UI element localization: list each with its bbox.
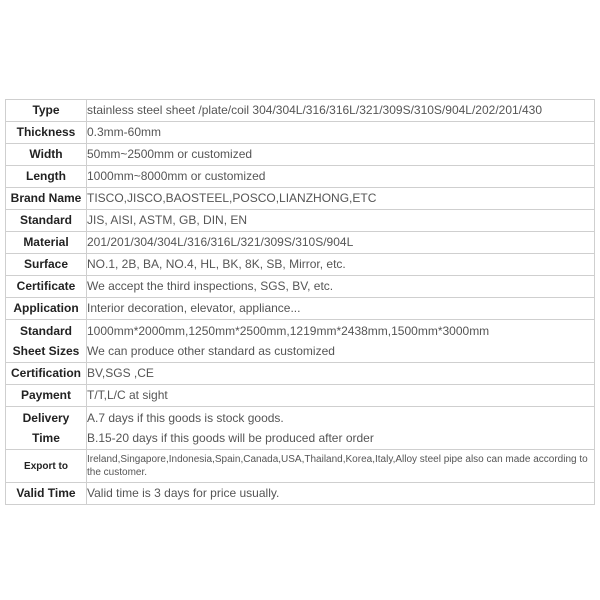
row-key-line: Sheet Sizes <box>12 343 80 358</box>
row-value-line: 1000mm*2000mm,1250mm*2500mm,1219mm*2438mm,1500mm*3000mm <box>87 323 490 338</box>
row-key: Export to <box>6 450 87 483</box>
row-value: 0.3mm-60mm <box>87 122 595 144</box>
row-value: 201/201/304/304L/316/316L/321/309S/310S/904L <box>87 232 595 254</box>
table-row-material <box>6 232 595 254</box>
row-value: Ireland,Singapore,Indonesia,Spain,Canada,USA,Thailand,Korea,Italy,Alloy steel pipe also can made according to the customer. <box>87 450 595 483</box>
row-key: Application <box>6 298 87 320</box>
row-value: 50mm~2500mm or customized <box>87 144 595 166</box>
table-row-brand-name <box>6 188 595 210</box>
row-value <box>87 407 595 450</box>
table-row-certificate <box>6 276 595 298</box>
row-key: Type <box>6 100 87 122</box>
table-row-surface <box>6 254 595 276</box>
row-value: stainless steel sheet /plate/coil 304/304L/316/316L/321/309S/310S/904L/202/201/430 <box>87 100 595 122</box>
row-key: Certificate <box>6 276 87 298</box>
row-key-line: Delivery <box>22 410 70 425</box>
row-key: Standard <box>6 210 87 232</box>
row-key: Payment <box>6 385 87 407</box>
spec-table <box>5 99 595 505</box>
row-value: Interior decoration, elevator, appliance... <box>87 298 595 320</box>
table-row-payment <box>6 385 595 407</box>
row-key: Valid Time <box>6 483 87 505</box>
row-value <box>87 320 595 363</box>
row-value-line: B.15-20 days if this goods will be produced after order <box>87 430 374 445</box>
row-value: We accept the third inspections, SGS, BV, etc. <box>87 276 595 298</box>
table-row-standard <box>6 210 595 232</box>
row-key: Surface <box>6 254 87 276</box>
table-row-length <box>6 166 595 188</box>
table-row-thickness <box>6 122 595 144</box>
row-value-line: A.7 days if this goods is stock goods. <box>87 410 284 425</box>
row-key <box>6 407 87 450</box>
table-row-certification <box>6 363 595 385</box>
row-value: NO.1, 2B, BA, NO.4, HL, BK, 8K, SB, Mirror, etc. <box>87 254 595 276</box>
row-key: Width <box>6 144 87 166</box>
row-key: Certification <box>6 363 87 385</box>
row-value-line: We can produce other standard as customized <box>87 343 335 358</box>
row-key-line: Time <box>32 430 60 445</box>
row-key: Material <box>6 232 87 254</box>
table-row-type <box>6 100 595 122</box>
row-value: 1000mm~8000mm or customized <box>87 166 595 188</box>
row-key: Thickness <box>6 122 87 144</box>
row-value: T/T,L/C at sight <box>87 385 595 407</box>
row-value: BV,SGS ,CE <box>87 363 595 385</box>
row-key: Length <box>6 166 87 188</box>
row-value: JIS, AISI, ASTM, GB, DIN, EN <box>87 210 595 232</box>
table-row-application <box>6 298 595 320</box>
row-value: TISCO,JISCO,BAOSTEEL,POSCO,LIANZHONG,ETC <box>87 188 595 210</box>
table-row-delivery-time <box>6 407 595 450</box>
table-row-standard-sheet-sizes <box>6 320 595 363</box>
row-key: Brand Name <box>6 188 87 210</box>
table-row-export-to <box>6 450 595 483</box>
row-value: Valid time is 3 days for price usually. <box>87 483 595 505</box>
row-key-line: Standard <box>19 323 72 338</box>
table-row-width <box>6 144 595 166</box>
table-row-valid-time <box>6 483 595 505</box>
row-key <box>6 320 87 363</box>
